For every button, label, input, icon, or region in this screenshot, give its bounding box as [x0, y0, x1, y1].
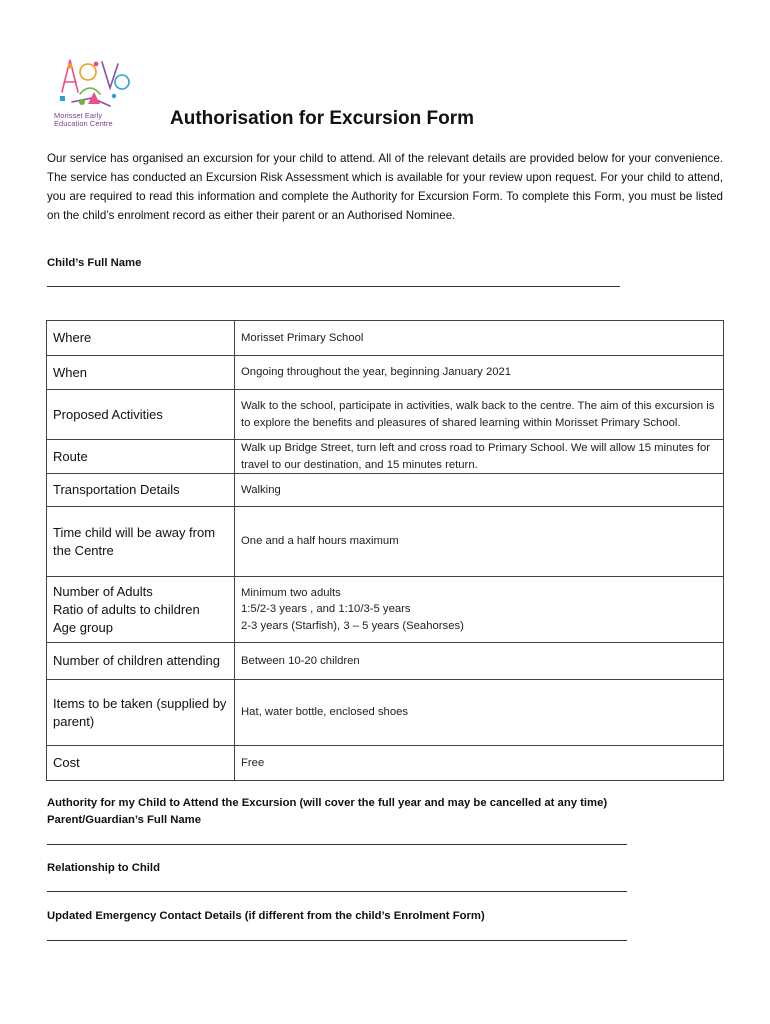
detail-value: Morisset Primary School — [235, 321, 724, 356]
logo-text — [54, 112, 144, 128]
detail-row — [47, 440, 724, 474]
detail-label: Where — [47, 321, 235, 356]
relationship-field-line[interactable] — [47, 891, 627, 892]
detail-row — [47, 746, 724, 781]
detail-row — [47, 474, 724, 507]
detail-value: Ongoing throughout the year, beginning January 2021 — [235, 356, 724, 390]
detail-row — [47, 507, 724, 577]
child-name-field-line[interactable] — [47, 286, 620, 287]
emergency-contact-field-line[interactable] — [47, 940, 627, 941]
emergency-contact-label: Updated Emergency Contact Details (if different from the child’s Enrolment Form) — [47, 910, 485, 922]
intro-paragraph: Our service has organised an excursion for your child to attend. All of the relevant details are provided below for your convenience. The service has conducted an Excursion Risk Assessment which is available for your review upon request. For your child to attend, you are required to read this information and complete the Authority for Excursion Form. To complete this Form, you must be listed on the child’s enrolment record as either their parent or an Authorised Nominee. — [47, 152, 723, 222]
detail-label: Proposed Activities — [47, 390, 235, 440]
page-title: Authorisation for Excursion Form — [170, 108, 475, 129]
detail-value: Hat, water bottle, enclosed shoes — [235, 680, 724, 746]
detail-value: Walk to the school, participate in activities, walk back to the centre. The aim of this excursion is to explore the benefits and pleasures of shared learning within Morisset Primary School. — [235, 390, 724, 440]
detail-value: Free — [235, 746, 724, 781]
detail-label: Route — [47, 440, 235, 474]
detail-row — [47, 356, 724, 390]
parent-name-label: Parent/Guardian’s Full Name — [47, 814, 202, 826]
detail-label: Transportation Details — [47, 474, 235, 507]
detail-row — [47, 643, 724, 680]
child-name-label: Child’s Full Name — [47, 257, 142, 269]
authority-label: Authority for my Child to Attend the Excursion (will cover the full year and may be cancelled at any time) — [47, 797, 608, 809]
detail-label: Time child will be away from the Centre — [47, 507, 235, 577]
detail-label: When — [47, 356, 235, 390]
detail-value: Between 10-20 children — [235, 643, 724, 680]
detail-row — [47, 577, 724, 643]
detail-row — [47, 321, 724, 356]
detail-label: Items to be taken (supplied by parent) — [47, 680, 235, 746]
detail-row — [47, 680, 724, 746]
detail-value: Walking — [235, 474, 724, 507]
detail-value: Walk up Bridge Street, turn left and cross road to Primary School. We will allow 15 minutes for travel to our destination, and 15 minutes return. — [235, 440, 724, 474]
detail-label: Number of Adults Ratio of adults to children Age group — [47, 577, 235, 643]
relationship-label: Relationship to Child — [47, 862, 160, 874]
detail-value: One and a half hours maximum — [235, 507, 724, 577]
detail-row — [47, 390, 724, 440]
logo-line-1: Morisset Early — [54, 111, 103, 120]
detail-label: Cost — [47, 746, 235, 781]
detail-label: Number of children attending — [47, 643, 235, 680]
logo-line-2: Education Centre — [54, 119, 113, 128]
detail-value: Minimum two adults 1:5/2-3 years , and 1:10/3-5 years 2-3 years (Starfish), 3 – 5 years (Seahorses) — [235, 577, 724, 643]
parent-name-field-line[interactable] — [47, 844, 627, 845]
excursion-details-table — [46, 320, 724, 781]
